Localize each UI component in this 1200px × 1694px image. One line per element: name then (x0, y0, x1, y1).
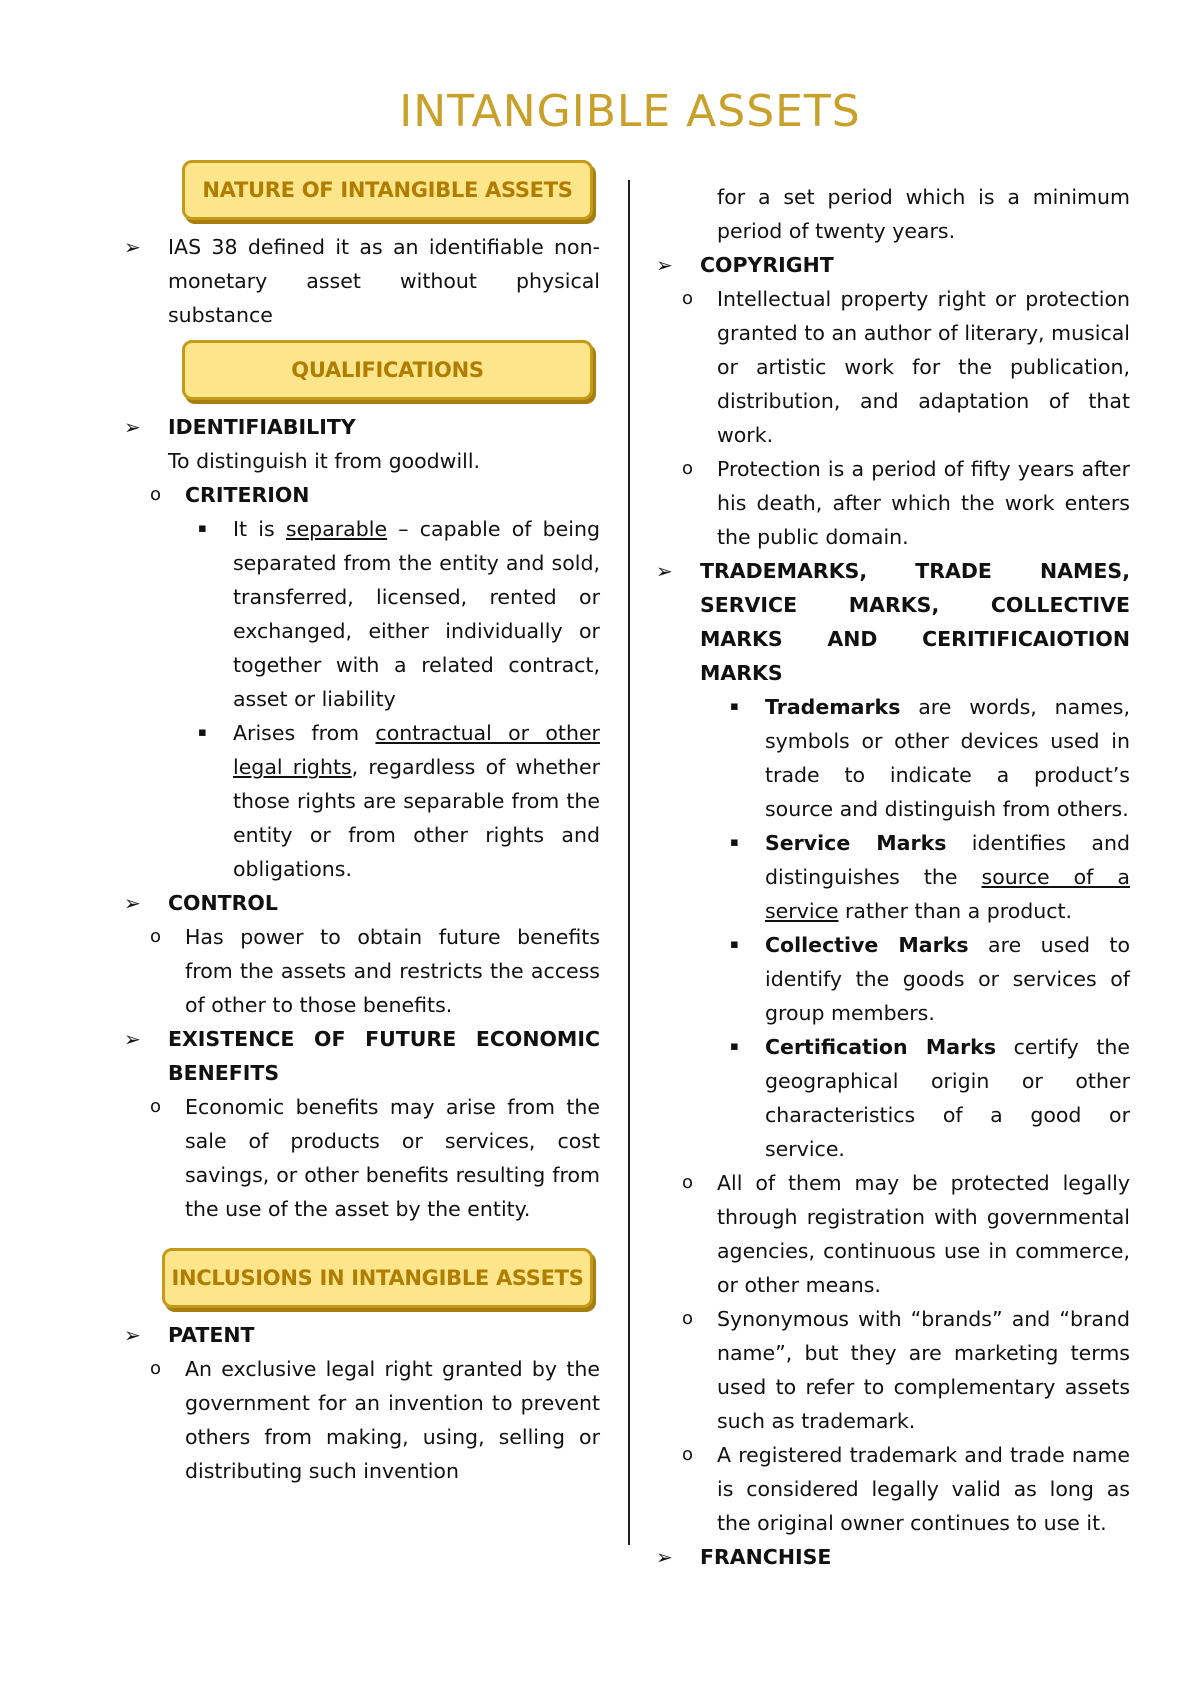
copyright-heading: COPYRIGHT (700, 253, 834, 277)
section-box-nature: NATURE OF INTANGIBLE ASSETS (182, 160, 593, 220)
copyright-heading-item (652, 248, 1130, 282)
identifiability-heading-item (120, 410, 600, 444)
control-heading: CONTROL (168, 891, 278, 915)
criterion-contractual-post: , regardless of whether those rights are separable from the entity or from other rights and obligations. (233, 755, 600, 881)
arrow-bullet-icon: ➢ (656, 1545, 673, 1569)
square-bullet-icon: ▪ (198, 521, 207, 536)
certification-marks-term: Certification Marks (765, 1035, 997, 1059)
copyright-item-2 (652, 452, 1130, 554)
criterion-separable-post: – capable of being separated from the entity and sold, transferred, licensed, rented or exchanged, either individually or together with a related contract, asset or liability (233, 517, 600, 711)
certification-marks-def: certify the geographical origin or other characteristics of a good or service. (765, 1035, 1130, 1161)
control-heading-item (120, 886, 600, 920)
section-box-qualifications: QUALIFICATIONS (182, 340, 593, 400)
service-marks-term: Service Marks (765, 831, 947, 855)
identifiability-desc: To distinguish it from goodwill. (168, 449, 481, 473)
collective-marks-item (652, 928, 1130, 1030)
patent-heading-item (120, 1318, 600, 1352)
service-marks-item (652, 826, 1130, 928)
circle-bullet-icon: o (682, 458, 694, 479)
trademarks-note-3-text: A registered trademark and trade name is considered legally valid as long as the original owner continues to use it. (717, 1443, 1130, 1535)
criterion-item (120, 478, 600, 512)
criterion-contractual-item (120, 716, 600, 886)
service-marks-def-1: identifies and distinguishes the (765, 831, 1130, 889)
copyright-text-2: Protection is a period of fifty years after his death, after which the work enters the public domain. (717, 457, 1130, 549)
square-bullet-icon: ▪ (730, 937, 739, 952)
certification-marks-item (652, 1030, 1130, 1166)
criterion-separable-underline: separable (285, 517, 388, 541)
franchise-heading-item (652, 1540, 1130, 1574)
circle-bullet-icon: o (150, 484, 162, 505)
control-item (120, 920, 600, 1022)
circle-bullet-icon: o (150, 926, 162, 947)
trademarks-note-1 (652, 1166, 1130, 1302)
page-title: INTANGIBLE ASSETS (399, 86, 861, 137)
arrow-bullet-icon: ➢ (656, 253, 673, 277)
patent-continued: for a set period which is a minimum period of twenty years. (717, 185, 1130, 243)
arrow-bullet-icon: ➢ (124, 415, 141, 439)
patent-text: An exclusive legal right granted by the government for an invention to prevent others from making, using, selling or distributing such invention (185, 1357, 600, 1483)
circle-bullet-icon: o (682, 1444, 694, 1465)
square-bullet-icon: ▪ (198, 725, 207, 740)
circle-bullet-icon: o (150, 1096, 162, 1117)
criterion-contractual-pre: Arises from (233, 721, 376, 745)
future-text: Economic benefits may arise from the sale of products or services, cost savings, or other benefits resulting from the use of the asset by the entity. (185, 1095, 600, 1221)
right-column (652, 180, 1130, 1574)
collective-marks-def: are used to identify the goods or services of group members. (765, 933, 1130, 1025)
service-marks-underline: source of a service (765, 865, 1130, 923)
trademarks-def-item (652, 690, 1130, 826)
trademarks-note-2-text: Synonymous with “brands” and “brand name”, but they are marketing terms used to refer to complementary assets such as trademark. (717, 1307, 1130, 1433)
future-heading: EXISTENCE OF FUTURE ECONOMIC BENEFITS (168, 1027, 600, 1085)
trademarks-def: are words, names, symbols or other devices used in trade to indicate a product’s source and distinguish from others. (765, 695, 1130, 821)
circle-bullet-icon: o (150, 1358, 162, 1379)
arrow-bullet-icon: ➢ (124, 1323, 141, 1347)
arrow-bullet-icon: ➢ (656, 559, 673, 583)
franchise-heading: FRANCHISE (700, 1545, 832, 1569)
nature-item (120, 230, 600, 332)
trademarks-term: Trademarks (765, 695, 901, 719)
criterion-separable-pre: It is (233, 517, 286, 541)
trademarks-note-3 (652, 1438, 1130, 1540)
criterion-heading: CRITERION (185, 483, 310, 507)
trademarks-note-2 (652, 1302, 1130, 1438)
square-bullet-icon: ▪ (730, 835, 739, 850)
square-bullet-icon: ▪ (730, 699, 739, 714)
identifiability-heading: IDENTIFIABILITY (168, 415, 356, 439)
collective-marks-term: Collective Marks (765, 933, 969, 957)
arrow-bullet-icon: ➢ (124, 235, 141, 259)
service-marks-def-2: rather than a product. (838, 899, 1073, 923)
trademarks-heading: TRADEMARKS, TRADE NAMES, SERVICE MARKS, COLLECTIVE MARKS AND CERITIFICAIOTION MARKS (700, 559, 1130, 685)
trademarks-note-1-text: All of them may be protected legally through registration with governmental agencies, continuous use in commerce, or other means. (717, 1171, 1130, 1297)
future-item (120, 1090, 600, 1226)
section-box-inclusions: INCLUSIONS IN INTANGIBLE ASSETS (162, 1248, 593, 1308)
square-bullet-icon: ▪ (730, 1039, 739, 1054)
patent-heading: PATENT (168, 1323, 255, 1347)
circle-bullet-icon: o (682, 1308, 694, 1329)
trademarks-heading-item (652, 554, 1130, 690)
nature-text: IAS 38 defined it as an identifiable non-monetary asset without physical substance (168, 235, 600, 327)
arrow-bullet-icon: ➢ (124, 891, 141, 915)
criterion-separable-item (120, 512, 600, 716)
column-divider (628, 180, 630, 1545)
copyright-item-1 (652, 282, 1130, 452)
left-column (120, 160, 600, 1488)
future-heading-item (120, 1022, 600, 1090)
copyright-text-1: Intellectual property right or protection granted to an author of literary, musical or artistic work for the publication, distribution, and adaptation of that work. (717, 287, 1130, 447)
circle-bullet-icon: o (682, 288, 694, 309)
control-text: Has power to obtain future benefits from the assets and restricts the access of other to those benefits. (185, 925, 600, 1017)
arrow-bullet-icon: ➢ (124, 1027, 141, 1051)
circle-bullet-icon: o (682, 1172, 694, 1193)
criterion-contractual-underline: contractual or other legal rights (233, 721, 600, 779)
patent-item (120, 1352, 600, 1488)
